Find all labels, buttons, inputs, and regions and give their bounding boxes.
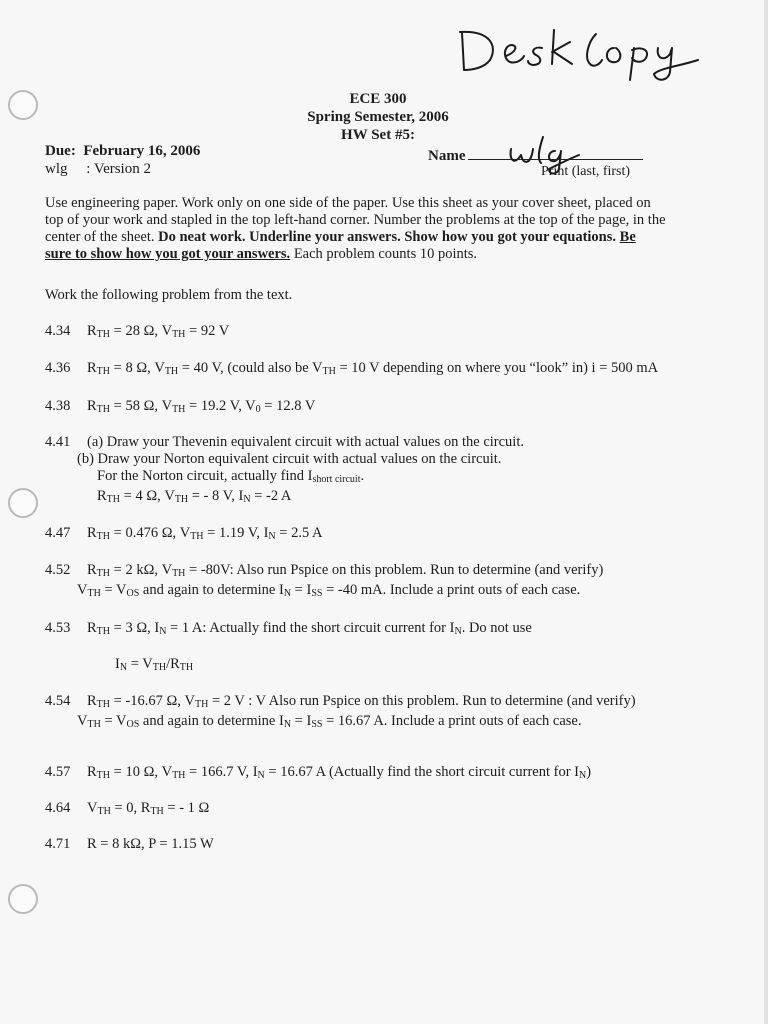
instructions-plain-3: center of the sheet.: [45, 229, 159, 245]
handwritten-desk-copy: [450, 18, 710, 88]
problem-number: 4.71: [45, 836, 71, 852]
instructions-underlined-4: sure to show how you got your answers.: [45, 246, 291, 262]
problem-text: $R_{TH} = 10$ Ω, $V_{TH} = 166.7$ V, $I_N = 16.67$ A (Actually find the short circuit current for $I_N$): [87, 764, 592, 781]
punch-hole-middle: [8, 488, 38, 518]
problem-text: $R_{TH} = 4$ Ω, $V_{TH}$ = - 8 V, $I_N = -2$ A: [97, 488, 292, 505]
instructions: [45, 195, 695, 263]
instructions-underlined-3: Be: [619, 229, 636, 245]
name-label: Name: [428, 148, 466, 164]
problem-text: $R_{TH} = 0.476$ Ω, $V_{TH} = 1.19$ V, $I_N = 2.5$ A: [87, 525, 323, 542]
problem-4-47: [45, 525, 323, 545]
due-date: February 16, 2006: [83, 143, 201, 159]
instructions-line-3: [45, 229, 695, 246]
instructions-line-2: top of your work and stapled in the top left-hand corner. Number the problems at the top of the page, in the: [45, 212, 666, 228]
instructions-line-4: [45, 246, 695, 263]
problem-number: 4.36: [45, 360, 71, 376]
problem-number: 4.34: [45, 323, 71, 339]
problem-4-71: [45, 836, 214, 853]
problem-text: $V_{TH} = V_{OS}$ and again to determine $I_N = I_{SS} = -40$ mA. Include a print outs of each case.: [77, 582, 581, 599]
problem-4-41: [45, 434, 524, 508]
hw-set: HW Set #5:: [341, 127, 415, 143]
problem-4-34: [45, 323, 229, 343]
problem-text: $R_{TH} = 28$ Ω, $V_{TH} = 92$ V: [87, 323, 230, 340]
problem-4-52: [45, 562, 603, 602]
name-field: [428, 145, 643, 165]
problem-number: 4.64: [45, 800, 71, 816]
problem-number: 4.41: [45, 434, 71, 450]
problem-number: 4.57: [45, 764, 71, 780]
print-label: Print (last, first): [541, 164, 631, 179]
semester: Spring Semester, 2006: [307, 109, 449, 125]
problem-text: $R_{TH} = 3$ Ω, $I_N = 1$ A: Actually find the short circuit current for $I_N$. Do not use: [87, 620, 532, 637]
problem-4-53: [45, 620, 532, 676]
course-code: ECE 300: [349, 91, 407, 107]
problem-text: (b) Draw your Norton equivalent circuit with actual values on the circuit.: [77, 451, 502, 467]
problem-text: $R_{TH} = 58$ Ω, $V_{TH} = 19.2$ V, $V_0 = 12.8$ V: [87, 398, 316, 415]
name-rule: [468, 145, 643, 160]
problem-4-57: [45, 764, 591, 784]
problem-4-38: [45, 398, 315, 418]
problem-text: $R_{TH} = 2$ kΩ, $V_{TH} = -80V$: Also run Pspice on this problem. Run to determine (and verify): [87, 562, 604, 579]
problem-number: 4.54: [45, 693, 71, 709]
problem-4-64: [45, 800, 209, 820]
version-label: : Version 2: [86, 161, 151, 177]
instructions-line-1: Use engineering paper. Work only on one side of the paper. Use this sheet as your cover sheet, placed on: [45, 195, 651, 211]
course-title-block: [0, 90, 768, 144]
problem-4-54: [45, 693, 636, 733]
problem-text: $V_{TH} = V_{OS}$ and again to determine $I_N = I_{SS} = 16.67$ A. Include a print outs of each case.: [77, 713, 582, 730]
due-block: [45, 142, 200, 178]
problem-number: 4.47: [45, 525, 71, 541]
intro-text: Work the following problem from the text.: [45, 287, 293, 303]
due-label: Due:: [45, 143, 76, 159]
problem-text: $R_{TH} = 8$ Ω, $V_{TH} = 40$ V, (could also be $V_{TH} = 10$ V depending on where you “look” in) i = 500 mA: [87, 360, 659, 377]
problem-text: (a) Draw your Thevenin equivalent circuit with actual values on the circuit.: [87, 434, 524, 450]
problem-number: 4.38: [45, 398, 71, 414]
problem-number: 4.52: [45, 562, 71, 578]
punch-hole-bottom: [8, 884, 38, 914]
problem-text: $V_{TH} = 0$, $R_{TH}$ = - 1 Ω: [87, 800, 210, 817]
paper-edge: [764, 0, 768, 1024]
problem-text: R = 8 kΩ, P = 1.15 W: [87, 836, 214, 852]
problem-text: $R_{TH} = -16.67$ Ω, $V_{TH} = 2$ V : V Also run Pspice on this problem. Run to determine (and verify): [87, 693, 636, 710]
problem-4-36: [45, 360, 658, 380]
instructions-bold-3: Do neat work. Underline your answers. Show how you got your equations.: [158, 229, 620, 245]
problem-text: $I_N = V_{TH}/R_{TH}$: [115, 656, 194, 673]
problem-number: 4.53: [45, 620, 71, 636]
instructions-plain-4: Each problem counts 10 points.: [290, 246, 478, 262]
author-initials: wlg: [45, 161, 68, 177]
problem-text: For the Norton circuit, actually find $I_{short circuit}$.: [97, 468, 365, 485]
